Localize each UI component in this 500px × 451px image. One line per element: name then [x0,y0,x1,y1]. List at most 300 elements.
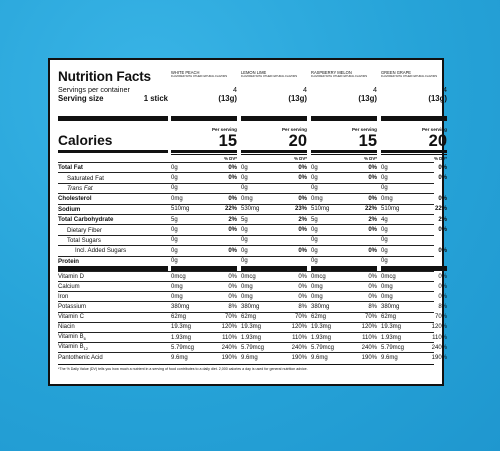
nutrient-row [58,172,447,182]
flavor-servings: 4 [443,84,447,94]
vitamin-dv: 190% [221,355,237,361]
vitamin-cell [311,274,377,280]
vitamin-amount: 1.93mg [311,334,332,341]
calories-values [168,127,448,149]
nutrient-amount: 0mg [311,195,323,202]
vitamin-amount: 0mg [311,293,323,300]
vitamin-name: Vitamin D [58,273,84,280]
calories-value: 15 [218,132,237,150]
nutrient-cell [241,258,307,264]
vitamin-cell [171,304,237,310]
vitamin-cell [171,345,237,351]
dv-header-2: % DV* [311,154,377,161]
flavor-name: RASPBERRY MELON [311,70,352,75]
calories-value: 20 [288,132,307,150]
per-serving-label: Per serving [211,127,237,132]
flavor-note: FLAVORED WITH OTHER NATURAL FLAVORS [171,75,228,78]
label-title: Nutrition Facts [58,69,151,84]
vitamin-cell [241,284,307,290]
vitamin-cell [381,274,447,280]
vitamin-dv: 0% [438,273,447,280]
vitamin-dv: 0% [438,293,447,300]
vitamin-amount: 62mg [381,314,397,321]
vitamin-amount: 1.93mg [171,334,192,341]
vitamin-label [58,294,168,300]
nutrient-amount: 0g [241,258,248,265]
vitamin-cell [381,314,447,320]
vitamin-amount: 380mg [241,304,260,311]
vitamin-cell [171,294,237,300]
nutrient-amount: 0g [171,247,178,254]
vitamin-cell [171,324,237,330]
serving-size-label: Serving size [58,94,104,103]
flavor-header-1 [241,70,307,103]
vitamin-dv: 110% [222,334,237,341]
nutrient-cell [381,175,447,181]
vitamin-amount: 0mcg [381,273,396,280]
nutrient-amount: 0g [381,227,388,234]
nutrient-amount: 530mg [241,206,260,213]
nutrient-amount: 0g [171,237,178,244]
nutrient-dv: 22% [434,206,447,213]
vitamin-dv: 240% [291,344,307,351]
vitamin-label [58,304,168,310]
vitamin-cell [241,314,307,320]
nutrient-cell [171,248,237,254]
nutrient-cell [381,206,447,212]
vitamin-dv: 0% [298,273,307,280]
per-serving-label: Per serving [351,127,377,132]
serving-size-value: 1 stick [143,94,168,103]
vitamin-dv: 110% [432,334,447,341]
calories-label: Calories [58,133,113,148]
nutrient-cell [171,185,237,191]
vitamin-label [58,274,168,280]
nutrient-dv: 2% [228,216,237,223]
flavor-servings: 4 [303,84,307,94]
vitamin-row [58,342,447,352]
nutrient-cell [311,185,377,191]
nutrient-cell [311,258,377,264]
nutrient-dv: 0% [228,195,237,202]
nutrient-amount: 0g [171,258,178,265]
vitamin-subscript: 12 [83,346,89,352]
vitamin-label [58,284,168,290]
vitamin-cell [311,345,377,351]
vitamin-row [58,271,447,281]
nutrient-label: Incl. Added Sugars [75,247,127,255]
nutrient-amount: 0g [381,247,388,254]
vitamin-dv: 0% [228,273,237,280]
vitamin-dv: 240% [361,344,377,351]
vitamin-dv: 8% [228,304,237,311]
nutrient-dv: 0% [298,195,307,202]
vitamin-dv: 120% [291,324,307,331]
vitamin-amount: 19.3mg [381,324,402,331]
vitamin-dv: 0% [298,283,307,290]
nutrient-dv: 0% [438,227,447,234]
nutrient-amount: 0g [311,258,318,265]
nutrient-amount: 0mg [241,195,253,202]
vitamin-dv: 120% [431,324,447,331]
vitamin-cell [241,355,307,361]
nutrient-dv: 0% [438,164,447,171]
vitamin-cell [171,355,237,361]
flavor-headers [168,70,448,103]
nutrient-amount: 0g [311,247,318,254]
vitamin-dv: 8% [368,304,377,311]
nutrient-amount: 5g [241,216,248,223]
vitamin-amount: 5.79mcg [241,344,265,351]
vitamin-dv: 0% [228,283,237,290]
nutrient-amount: 0g [171,185,178,192]
nutrient-dv: 0% [368,175,377,182]
nutrient-cell [241,227,307,233]
nutrient-dv: 0% [228,227,237,234]
vitamin-name: Niacin [58,324,75,331]
vitamin-cell [381,294,447,300]
nutrient-label: Total Sugars [67,236,101,244]
vitamin-amount: 0mcg [171,273,186,280]
nutrient-cell [241,248,307,254]
nutrient-cell [241,237,307,243]
calories-cell-0 [171,127,237,149]
vitamin-amount: 62mg [241,314,257,321]
vitamin-amount: 380mg [311,304,330,311]
vitamin-row [58,291,447,301]
nutrient-amount: 0g [171,175,178,182]
nutrition-facts-label [48,58,447,386]
calories-cell-3 [381,127,447,149]
vitamin-amount: 1.93mg [381,334,402,341]
vitamin-amount: 62mg [311,314,327,321]
vitamin-dv: 190% [431,355,447,361]
vitamin-amount: 62mg [171,314,187,321]
header-row [58,69,447,116]
nutrient-cell [171,258,237,264]
vitamin-name: Calcium [58,283,80,290]
nutrient-dv: 0% [298,175,307,182]
vitamin-dv: 0% [368,273,377,280]
vitamin-row [58,281,447,291]
nutrient-label: Total Carbohydrate [58,216,114,224]
nutrient-cell [171,227,237,233]
vitamin-cell [171,284,237,290]
nutrient-amount: 0g [171,227,178,234]
vitamin-amount: 19.3mg [311,324,332,331]
vitamin-dv: 0% [228,293,237,300]
vitamin-row [58,332,447,342]
vitamin-cell [381,304,447,310]
flavor-name: LEMON LIME [241,70,267,75]
vitamin-label [58,344,168,351]
nutrient-label: Dietary Fiber [67,226,102,234]
calories-value: 20 [428,132,447,150]
nutrient-label: Protein [58,257,79,265]
nutrient-dv: 0% [438,195,447,202]
nutrient-amount: 0g [241,237,248,244]
nutrient-row [58,245,447,255]
vitamin-name: Pantothenic Acid [58,355,103,361]
vitamin-dv: 8% [438,304,447,311]
nutrient-dv: 0% [438,247,447,254]
nutrient-dv: 0% [298,247,307,254]
vitamin-cell [171,314,237,320]
nutrient-row [58,193,447,203]
nutrient-amount: 0g [171,164,178,171]
flavor-header-3 [381,70,447,103]
nutrient-row [58,256,434,266]
vitamin-dv: 240% [431,344,447,351]
dv-header-0: % DV* [171,154,237,161]
nutrient-amount: 5g [171,216,178,223]
nutrient-cell [171,217,237,223]
nutrient-cell [381,237,447,243]
nutrient-cell [381,185,447,191]
nutrient-label: Cholesterol [58,195,92,203]
nutrient-label: Sodium [58,205,81,213]
nutrient-cell [381,196,447,202]
vitamin-amount: 9.6mg [381,355,398,361]
nutrient-amount: 0g [381,237,388,244]
vitamin-amount: 0mg [381,283,393,290]
vitamin-cell [241,274,307,280]
vitamin-cell [241,345,307,351]
vitamin-amount: 19.3mg [241,324,262,331]
nutrition-table [58,69,447,372]
vitamin-cell [381,284,447,290]
serving-size-row [58,94,168,103]
nutrient-cell [171,206,237,212]
nutrient-amount: 0g [381,175,388,182]
flavor-serving-size: (13g) [218,93,237,103]
nutrient-dv: 2% [368,216,377,223]
vitamin-cell [241,304,307,310]
vitamin-dv: 0% [368,293,377,300]
vitamin-cell [381,345,447,351]
vitamin-cell [311,355,377,361]
nutrient-cell [171,196,237,202]
vitamin-row [58,322,447,332]
vitamin-name: Vitamin C [58,314,84,321]
vitamin-amount: 19.3mg [171,324,192,331]
vitamin-dv: 0% [298,293,307,300]
nutrient-amount: 0g [311,237,318,244]
nutrient-amount: 510mg [171,206,190,213]
vitamin-dv: 110% [292,334,307,341]
vitamin-amount: 5.79mcg [381,344,405,351]
nutrient-amount: 510mg [381,206,400,213]
vitamin-subscript: 6 [83,336,86,342]
vitamin-name: Iron [58,293,69,300]
vitamin-amount: 0mcg [311,273,326,280]
vitamin-amount: 0mg [171,283,183,290]
vitamin-cell [311,294,377,300]
nutrient-amount: 0g [311,175,318,182]
vitamin-amount: 9.6mg [171,355,188,361]
vitamin-cell [241,335,307,341]
flavor-serving-size: (13g) [428,93,447,103]
nutrient-label: Trans Fat [67,184,93,192]
vitamin-dv: 70% [434,314,447,321]
vitamin-dv: 240% [221,344,237,351]
vitamin-rows [58,271,447,363]
vitamin-amount: 1.93mg [241,334,262,341]
nutrient-amount: 0g [311,227,318,234]
nutrient-dv: 0% [438,175,447,182]
dv-header-1: % DV* [241,154,307,161]
vitamin-name: Potassium [58,304,87,311]
nutrient-cell [241,175,307,181]
nutrient-cell [311,237,377,243]
vitamin-cell [381,324,447,330]
calories-value: 15 [358,132,377,150]
nutrient-label: Total Fat [58,164,83,172]
nutrient-amount: 5g [311,216,318,223]
vitamin-dv: 70% [294,314,307,321]
vitamin-cell [381,355,447,361]
nutrient-cell [241,165,307,171]
vitamin-amount: 0mg [171,293,183,300]
nutrient-dv: 22% [224,206,237,213]
nutrient-cell [381,258,447,264]
vitamin-label [58,324,168,330]
nutrient-cell [241,206,307,212]
nutrient-amount: 0g [241,185,248,192]
nutrient-cell [311,165,377,171]
nutrient-cell [311,217,377,223]
nutrient-amount: 510mg [311,206,330,213]
nutrient-row [58,162,447,172]
nutrient-dv: 0% [298,164,307,171]
nutrient-cell [171,237,237,243]
vitamin-amount: 9.6mg [241,355,258,361]
vitamin-label [58,334,168,341]
vitamin-amount: 0mg [241,283,253,290]
footnote: *The % Daily Value (DV) tells you how much a nutrient in a serving of food contributes to a daily diet. 2,000 calories a day is used for general nutrition advice. [58,364,434,372]
nutrient-dv: 22% [364,206,377,213]
nutrient-cell [171,165,237,171]
nutrient-amount: 0g [241,164,248,171]
nutrient-amount: 0g [381,164,388,171]
nutrient-cell [311,196,377,202]
nutrient-rows [58,162,447,266]
nutrient-amount: 0g [241,227,248,234]
dv-header-row [58,153,447,162]
nutrient-row [58,183,434,193]
vitamin-name: Vitamin B [58,334,84,341]
nutrient-amount: 0g [311,164,318,171]
vitamin-amount: 0mcg [241,273,256,280]
vitamin-cell [241,324,307,330]
nutrient-row [58,204,447,214]
nutrient-amount: 0g [381,258,388,265]
vitamin-cell [311,314,377,320]
header-left [58,70,168,103]
nutrient-amount: 0g [311,185,318,192]
nutrient-dv: 0% [368,195,377,202]
nutrient-cell [241,217,307,223]
nutrient-dv: 0% [368,247,377,254]
vitamin-amount: 0mg [311,283,323,290]
nutrient-amount: 0mg [171,195,183,202]
vitamin-dv: 110% [362,334,377,341]
vitamin-dv: 8% [298,304,307,311]
nutrient-cell [381,248,447,254]
nutrient-dv: 0% [298,227,307,234]
vitamin-dv: 70% [224,314,237,321]
nutrient-dv: 0% [228,175,237,182]
nutrient-cell [311,227,377,233]
vitamin-dv: 120% [361,324,377,331]
nutrient-cell [241,196,307,202]
vitamin-amount: 0mg [381,293,393,300]
nutrient-amount: 0g [241,175,248,182]
vitamin-dv: 190% [361,355,377,361]
vitamin-amount: 380mg [381,304,400,311]
nutrient-dv: 0% [368,164,377,171]
flavor-note: FLAVORED WITH OTHER NATURAL FLAVORS [311,75,368,78]
vitamin-amount: 5.79mcg [171,344,195,351]
calories-cell-1 [241,127,307,149]
nutrient-cell [171,175,237,181]
flavor-header-2 [311,70,377,103]
nutrient-label: Saturated Fat [67,174,104,182]
vitamin-amount: 5.79mcg [311,344,335,351]
vitamin-dv: 190% [291,355,307,361]
nutrient-amount: 0mg [381,195,393,202]
vitamin-label [58,314,168,320]
nutrient-dv: 0% [368,227,377,234]
vitamin-row [58,352,447,362]
nutrient-amount: 4g [381,216,388,223]
calories-row [58,121,447,150]
vitamin-amount: 0mg [241,293,253,300]
nutrient-cell [381,227,447,233]
vitamin-cell [381,335,447,341]
vitamin-cell [171,274,237,280]
nutrient-row [58,235,434,245]
vitamin-cell [311,324,377,330]
nutrient-cell [241,185,307,191]
flavor-serving-size: (13g) [358,93,377,103]
flavor-name: GREEN GRAPE [381,70,412,75]
flavor-servings: 4 [373,84,377,94]
vitamin-dv: 70% [364,314,377,321]
vitamin-cell [311,304,377,310]
vitamin-cell [171,335,237,341]
vitamin-amount: 9.6mg [311,355,328,361]
nutrient-dv: 23% [294,206,307,213]
flavor-note: FLAVORED WITH OTHER NATURAL FLAVORS [241,75,298,78]
vitamin-cell [311,284,377,290]
vitamin-label [58,355,168,361]
nutrient-dv: 2% [298,216,307,223]
nutrient-dv: 0% [228,164,237,171]
nutrient-row [58,224,447,234]
nutrient-row [58,214,447,224]
nutrient-cell [381,217,447,223]
nutrient-cell [311,248,377,254]
servings-label: Servings per container [58,85,130,94]
nutrient-amount: 0g [241,247,248,254]
flavor-serving-size: (13g) [288,93,307,103]
nutrient-amount: 0g [381,185,388,192]
vitamin-dv: 0% [368,283,377,290]
nutrient-cell [381,165,447,171]
nutrient-dv: 0% [228,247,237,254]
vitamin-row [58,312,447,322]
